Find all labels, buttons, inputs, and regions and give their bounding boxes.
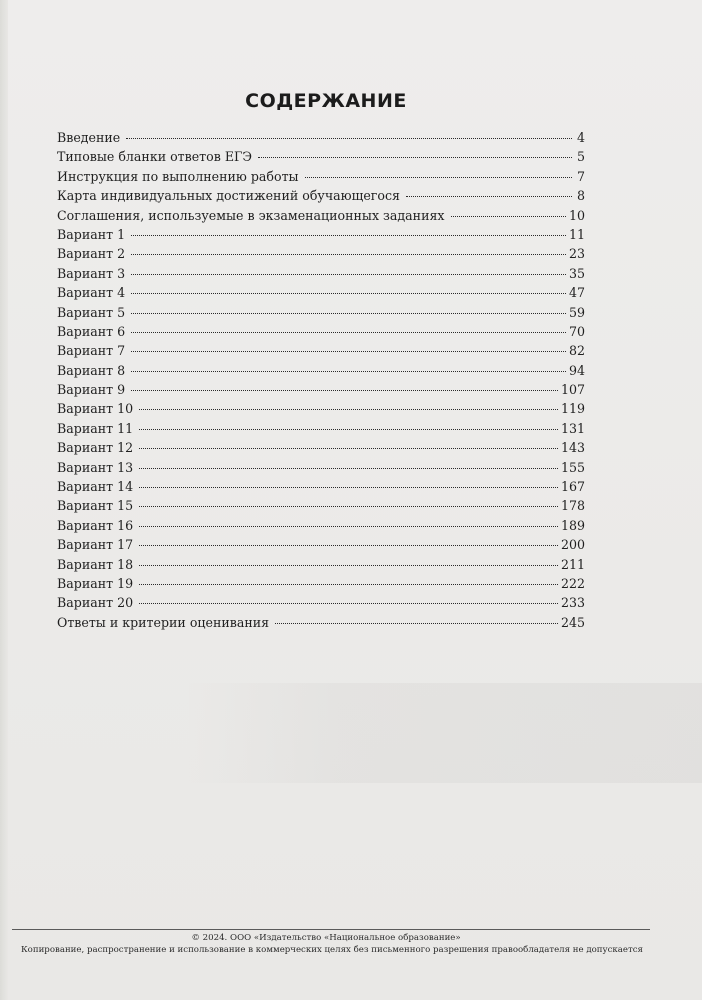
toc-entry-label: Вариант 12 <box>57 440 134 456</box>
toc-entry-page: 47 <box>568 285 585 301</box>
toc-entry-label: Вариант 18 <box>57 556 134 572</box>
toc-leader-dots <box>406 196 572 197</box>
toc-entry-label: Введение <box>57 130 121 145</box>
footer-divider <box>12 929 650 930</box>
copyright-notice: © 2024. ООО «Издательство «Национальное образование» <box>191 933 461 943</box>
toc-entry-15[interactable] <box>57 419 585 438</box>
toc-leader-dots <box>139 526 558 527</box>
toc-entry-label: Вариант 1 <box>57 226 126 242</box>
toc-entry-page: 70 <box>568 323 585 339</box>
toc-entry-8[interactable] <box>57 283 585 302</box>
toc-leader-dots <box>126 138 572 139</box>
toc-entry-label: Ответы и критерии оценивания <box>57 614 270 630</box>
toc-entry-25[interactable] <box>57 613 585 632</box>
toc-leader-dots <box>131 254 566 255</box>
toc-leader-dots <box>139 468 558 469</box>
toc-entry-page: 11 <box>568 226 585 242</box>
toc-entry-page: 94 <box>568 362 585 378</box>
toc-leader-dots <box>131 235 566 236</box>
toc-leader-dots <box>131 371 566 372</box>
toc-entry-label: Карта индивидуальных достижений обучающегося <box>57 188 400 204</box>
toc-leader-dots <box>131 293 566 294</box>
toc-entry-page: 5 <box>576 149 585 165</box>
toc-leader-dots <box>131 274 566 275</box>
toc-entry-label: Вариант 13 <box>57 459 134 475</box>
toc-entry-4[interactable] <box>57 206 585 225</box>
toc-entry-label: Вариант 2 <box>57 246 126 262</box>
toc-entry-19[interactable] <box>57 496 585 515</box>
toc-entry-page: 155 <box>560 459 585 475</box>
toc-entry-5[interactable] <box>57 225 585 244</box>
toc-entry-page: 8 <box>576 188 585 204</box>
toc-leader-dots <box>139 545 558 546</box>
toc-entry-page: 59 <box>568 304 585 320</box>
toc-leader-dots <box>139 409 558 410</box>
toc-leader-dots <box>139 506 558 507</box>
toc-entry-16[interactable] <box>57 438 585 457</box>
toc-entry-label: Соглашения, используемые в экзаменационных заданиях <box>57 207 445 223</box>
toc-leader-dots <box>139 448 558 449</box>
toc-entry-label: Вариант 14 <box>57 479 134 495</box>
toc-entry-21[interactable] <box>57 535 585 554</box>
toc-entry-18[interactable] <box>57 477 585 496</box>
toc-entry-page: 10 <box>568 207 585 223</box>
toc-entry-10[interactable] <box>57 322 585 341</box>
toc-entry-17[interactable] <box>57 458 585 477</box>
toc-entry-label: Вариант 6 <box>57 323 126 339</box>
toc-entry-11[interactable] <box>57 341 585 360</box>
toc-entry-13[interactable] <box>57 380 585 399</box>
toc-entry-label: Вариант 11 <box>57 420 134 436</box>
toc-leader-dots <box>139 565 558 566</box>
toc-entry-label: Вариант 19 <box>57 575 134 591</box>
toc-entry-page: 7 <box>576 168 585 184</box>
toc-entry-label: Вариант 3 <box>57 265 126 281</box>
toc-leader-dots <box>131 313 566 314</box>
toc-leader-dots <box>451 216 566 217</box>
toc-entry-label: Типовые бланки ответов ЕГЭ <box>57 149 252 165</box>
toc-entry-22[interactable] <box>57 555 585 574</box>
toc-entry-label: Инструкция по выполнению работы <box>57 168 299 184</box>
toc-entry-page: 119 <box>560 401 585 417</box>
toc-leader-dots <box>139 487 558 488</box>
toc-entry-page: 143 <box>560 440 585 456</box>
toc-entry-page: 178 <box>560 498 585 514</box>
toc-entry-label: Вариант 5 <box>57 304 126 320</box>
page-title: СОДЕРЖАНИЕ <box>245 90 407 112</box>
toc-entry-7[interactable] <box>57 264 585 283</box>
toc-entry-label: Вариант 9 <box>57 382 126 398</box>
table-of-contents <box>57 128 585 632</box>
toc-entry-page: 82 <box>568 343 585 359</box>
toc-entry-page: 222 <box>560 575 585 591</box>
toc-leader-dots <box>305 177 572 178</box>
toc-leader-dots <box>258 157 572 158</box>
toc-leader-dots <box>139 603 558 604</box>
toc-leader-dots <box>131 332 566 333</box>
toc-entry-14[interactable] <box>57 399 585 418</box>
toc-entry-label: Вариант 17 <box>57 537 134 553</box>
toc-entry-page: 35 <box>568 265 585 281</box>
toc-entry-0[interactable] <box>57 128 585 147</box>
toc-entry-12[interactable] <box>57 361 585 380</box>
toc-leader-dots <box>275 623 558 624</box>
toc-entry-label: Вариант 16 <box>57 517 134 533</box>
toc-entry-2[interactable] <box>57 167 585 186</box>
toc-leader-dots <box>131 351 566 352</box>
toc-entry-page: 211 <box>560 556 585 572</box>
toc-entry-page: 245 <box>560 614 585 630</box>
toc-entry-label: Вариант 10 <box>57 401 134 417</box>
toc-entry-page: 107 <box>560 382 585 398</box>
toc-entry-9[interactable] <box>57 303 585 322</box>
toc-leader-dots <box>131 390 558 391</box>
toc-entry-page: 189 <box>560 517 585 533</box>
toc-entry-1[interactable] <box>57 147 585 166</box>
toc-entry-3[interactable] <box>57 186 585 205</box>
toc-entry-6[interactable] <box>57 244 585 263</box>
toc-entry-23[interactable] <box>57 574 585 593</box>
toc-entry-page: 131 <box>560 420 585 436</box>
scan-shading <box>183 683 702 783</box>
toc-entry-page: 233 <box>560 595 585 611</box>
copy-restriction-notice: Копирование, распространение и использование в коммерческих целях без письменного разрешения правообладателя не допускается <box>21 945 643 955</box>
toc-entry-label: Вариант 7 <box>57 343 126 359</box>
toc-entry-page: 167 <box>560 479 585 495</box>
toc-leader-dots <box>139 429 558 430</box>
toc-entry-20[interactable] <box>57 516 585 535</box>
toc-entry-24[interactable] <box>57 593 585 612</box>
toc-leader-dots <box>139 584 558 585</box>
toc-entry-page: 23 <box>568 246 585 262</box>
toc-entry-label: Вариант 4 <box>57 285 126 301</box>
toc-entry-label: Вариант 8 <box>57 362 126 378</box>
toc-entry-page: 4 <box>576 130 585 145</box>
toc-entry-label: Вариант 15 <box>57 498 134 514</box>
toc-entry-label: Вариант 20 <box>57 595 134 611</box>
toc-entry-page: 200 <box>560 537 585 553</box>
page-edge <box>0 0 8 1000</box>
